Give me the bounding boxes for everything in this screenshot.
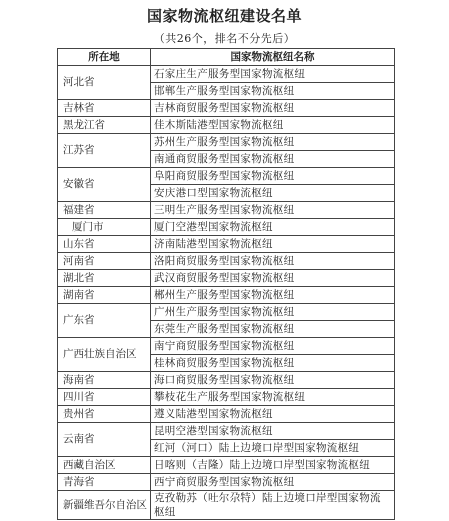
province-cell: 青海省 <box>58 474 151 491</box>
province-cell: 安徽省 <box>58 168 151 202</box>
province-cell: 四川省 <box>58 389 151 406</box>
table-row <box>58 117 395 134</box>
province-cell: 湖南省 <box>58 287 151 304</box>
table-row <box>58 491 395 520</box>
hub-name-cell: 郴州生产服务型国家物流枢纽 <box>151 287 395 304</box>
table-row <box>58 134 395 151</box>
province-cell: 河北省 <box>58 66 151 100</box>
province-cell: 湖北省 <box>58 270 151 287</box>
hub-name-cell: 攀枝花生产服务型国家物流枢纽 <box>151 389 395 406</box>
hub-name-cell: 南通商贸服务型国家物流枢纽 <box>151 151 395 168</box>
hub-name-cell: 昆明空港型国家物流枢纽 <box>151 423 395 440</box>
hub-name-cell: 克孜勒苏（吐尔尕特）陆上边境口岸型国家物流枢纽 <box>151 491 395 520</box>
hub-name-cell: 安庆港口型国家物流枢纽 <box>151 185 395 202</box>
document-subtitle: （共26个，排名不分先后） <box>153 32 296 45</box>
table-row <box>58 338 395 355</box>
table-row <box>58 389 395 406</box>
province-cell: 山东省 <box>58 236 151 253</box>
province-cell: 厦门市 <box>58 219 151 236</box>
hub-name-cell: 东莞生产服务型国家物流枢纽 <box>151 321 395 338</box>
table-row <box>58 304 395 321</box>
hub-list-table <box>57 48 395 520</box>
hub-name-cell: 洛阳商贸服务型国家物流枢纽 <box>151 253 395 270</box>
table-row <box>58 457 395 474</box>
hub-name-cell: 遵义陆港型国家物流枢纽 <box>151 406 395 423</box>
province-cell: 江苏省 <box>58 134 151 168</box>
hub-name-cell: 南宁商贸服务型国家物流枢纽 <box>151 338 395 355</box>
province-cell: 广东省 <box>58 304 151 338</box>
hub-name-cell: 吉林商贸服务型国家物流枢纽 <box>151 100 395 117</box>
table-row <box>58 474 395 491</box>
province-cell: 广西壮族自治区 <box>58 338 151 372</box>
hub-name-cell: 桂林商贸服务型国家物流枢纽 <box>151 355 395 372</box>
table-row <box>58 100 395 117</box>
table-row <box>58 219 395 236</box>
hub-name-cell: 邯郸生产服务型国家物流枢纽 <box>151 83 395 100</box>
hub-name-cell: 武汉商贸服务型国家物流枢纽 <box>151 270 395 287</box>
hub-name-cell: 三明生产服务型国家物流枢纽 <box>151 202 395 219</box>
hub-name-cell: 西宁商贸服务型国家物流枢纽 <box>151 474 395 491</box>
province-cell: 贵州省 <box>58 406 151 423</box>
table-row <box>58 168 395 185</box>
province-cell: 福建省 <box>58 202 151 219</box>
hub-name-cell: 广州生产服务型国家物流枢纽 <box>151 304 395 321</box>
table-row <box>58 236 395 253</box>
province-cell: 西藏自治区 <box>58 457 151 474</box>
table-row <box>58 270 395 287</box>
hub-name-cell: 济南陆港型国家物流枢纽 <box>151 236 395 253</box>
table-row <box>58 406 395 423</box>
province-cell: 新疆维吾尔自治区 <box>58 491 151 520</box>
table-row <box>58 372 395 389</box>
hub-name-cell: 红河（河口）陆上边境口岸型国家物流枢纽 <box>151 440 395 457</box>
hub-name-cell: 日喀则（吉隆）陆上边境口岸型国家物流枢纽 <box>151 457 395 474</box>
province-cell: 黑龙江省 <box>58 117 151 134</box>
table-row <box>58 423 395 440</box>
hub-name-cell: 苏州生产服务型国家物流枢纽 <box>151 134 395 151</box>
hub-name-cell: 海口商贸服务型国家物流枢纽 <box>151 372 395 389</box>
province-cell: 海南省 <box>58 372 151 389</box>
province-cell: 吉林省 <box>58 100 151 117</box>
province-cell: 云南省 <box>58 423 151 457</box>
table-row <box>58 287 395 304</box>
hub-name-cell: 石家庄生产服务型国家物流枢纽 <box>151 66 395 83</box>
province-column-header: 所在地 <box>58 49 151 66</box>
hub-name-cell: 厦门空港型国家物流枢纽 <box>151 219 395 236</box>
table-row <box>58 202 395 219</box>
table-row <box>58 253 395 270</box>
hub-column-header: 国家物流枢纽名称 <box>151 49 395 66</box>
table-row <box>58 66 395 83</box>
hub-name-cell: 佳木斯陆港型国家物流枢纽 <box>151 117 395 134</box>
table-body <box>58 66 395 520</box>
province-cell: 河南省 <box>58 253 151 270</box>
document-title: 国家物流枢纽建设名单 <box>146 7 302 25</box>
table-header-row <box>58 49 395 66</box>
hub-name-cell: 阜阳商贸服务型国家物流枢纽 <box>151 168 395 185</box>
